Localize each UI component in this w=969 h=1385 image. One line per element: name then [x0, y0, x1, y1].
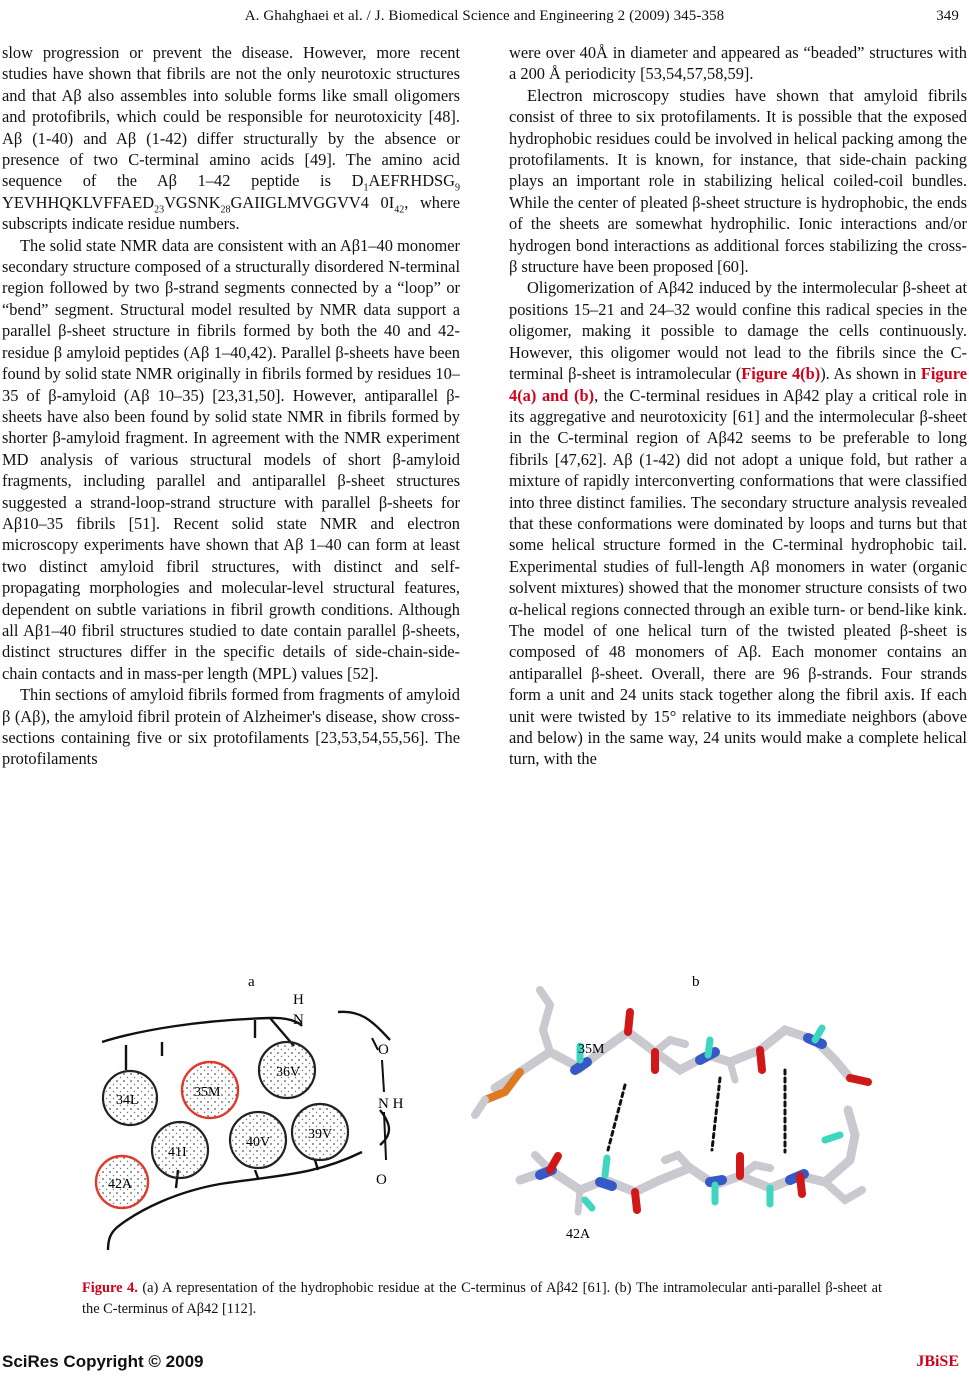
caption-label: Figure 4. [82, 1280, 138, 1296]
svg-text:42A: 42A [108, 1177, 133, 1192]
caption-text: (a) A representation of the hydrophobic residue at the C-terminus of Aβ42 [61]. (b) The intramolecular anti-parallel β-sheet at the C-terminus of Aβ42 [112]. [82, 1280, 882, 1317]
atom-n-label: N [293, 1012, 304, 1028]
residue-34L [103, 1071, 157, 1125]
svg-text:39V: 39V [308, 1127, 333, 1142]
header-text: A. Ghahghaei et al. / J. Biomedical Science and Engineering 2 (2009) 345-358 [244, 8, 725, 24]
left-column [2, 42, 460, 770]
residue-35M [182, 1062, 238, 1118]
atom-o1-label: O [378, 1042, 389, 1058]
svg-text:40V: 40V [246, 1135, 271, 1150]
svg-text:41I: 41I [168, 1145, 187, 1160]
svg-text:36V: 36V [276, 1065, 301, 1080]
page-number: 349 [936, 8, 959, 24]
figure-caption [82, 1278, 882, 1320]
residue-40V [230, 1112, 286, 1168]
svg-text:35M: 35M [194, 1085, 221, 1100]
atom-h-label: H [293, 992, 304, 1008]
left-paragraph-2: The solid state NMR data are consistent with an Aβ1–40 monomer secondary structure composed of a structurally disordered N-terminal region followed by two β-strand segments connected by a “loop” or “bend” segment. Structural model resulted by NMR data support a parallel β-sheet structure in fibrils formed by both the 40 and 42-residue β amyloid peptides (Aβ 1–40,42). Parallel β-sheets have been found by solid state NMR originally in fibrils formed by residues 10–35 of β-amyloid (Aβ 10–35) [23,31,50]. However, antiparallel β-sheets have also been found by solid state NMR in fibrils formed by shorter β-amyloid fragment. In agreement with the NMR experiment MD analysis of various structural models of short β-amyloid fragments, including parallel and antiparallel β-sheet structures suggested a strand-loop-strand structure with parallel β-sheets for Aβ10–35 fibrils [51]. Recent solid state NMR and electron microscopy experiments have shown that Aβ 1–40 can form at least two distinct amyloid fibril structures, with distinct and self-propagating morphologies and molecular-level structural features, dependent on subtle variations in fibril growth conditions. Although all Aβ1–40 fibril structures studied to date contain parallel β-sheets, distinct structures differ in the specific details of side-chain-side-chain contacts and in mass-per length (MPL) values [52]. [2, 235, 460, 683]
atom-o2-label: O [376, 1172, 387, 1188]
figure-4-svg [80, 960, 900, 1265]
left-paragraph-1: slow progression or prevent the disease. However, more recent studies have shown that fibrils are not the only neurotoxic structures and that Aβ also assembles into soluble forms like small oligomers and protofibrils, which could be responsible for neurotoxicity [48]. Aβ (1-40) and Aβ (1-42) differ structurally by the absence or presence of two C-terminal amino acids [49]. The amino acid sequence of the Aβ 1–42 peptide is $D_1AEFRHDSG_9$ $YEVHHQKLVFFAED_{23}VGSNK_{28}GAIIGLMVGGVV4$ $0I_{42}$, where subscripts indicate residue numbers. [2, 43, 460, 234]
right-paragraph-2: Electron microscopy studies have shown that amyloid fibrils consist of three to six protofilaments. It is possible that the exposed hydrophobic residues could be involved in helical packing among the protofilaments. It is known, for instance, that side-chain packing plays an important role in stabilizing helical coiled-coil bundles. While the center of pleated β-sheet structure is hydrophobic, the ends of the sheets are somewhat hydrophilic. Ionic interactions and/or hydrogen bond interactions as additional forces stabilizing the cross-β structure have been proposed [60]. [509, 85, 967, 277]
svg-text:34L: 34L [116, 1093, 139, 1108]
right-paragraph-3: Oligomerization of Aβ42 induced by the intermolecular β-sheet at positions 15–21 and 24–32 would confine this radical species in the oligomer, making it possible to damage the cells continuously. However, this oligomer would not lead to the fibrils since the C-terminal β-sheet is intramolecular (Figure 4(b)). As shown in Figure 4(a) and (b), the C-terminal residues in Aβ42 play a critical role in its aggregative and neurotoxicity [61] and the intermolecular β-sheet in the C-terminal region of Aβ42 seems to be preferable to long fibrils [47,62]. Aβ (1-42) did not adopt a unique fold, but rather a mixture of rapidly interconverting conformations that were classified into three distinct families. The secondary structure analysis revealed that these conformations were dominated by loops and turns but that some helical structure formed in the C-terminal hydrophobic tail. Experimental studies of full-length Aβ monomers in water (organic solvent mixtures) showed that the monomer structure consists of two α-helical regions connected through an exible turn- or bend-like kink. The model of one helical turn of the twisted pleated β-sheet is composed of 48 monomers of Aβ. Each monomer contains an antiparallel β-sheet. Overall, there are 96 β-strands. Four strands form a unit and 24 units stack together along the fibril axis. If each unit were twisted by 15° relative to its immediate neighbors (above and below) in the same way, 24 units would make a complete helical turn, with the [509, 278, 967, 769]
panel-b-molecule [475, 990, 868, 1212]
residue-41I [152, 1122, 208, 1178]
running-header [0, 8, 969, 25]
right-column [509, 42, 967, 770]
left-paragraph-3: Thin sections of amyloid fibrils formed from fragments of amyloid β (Aβ), the amyloid fibril protein of Alzheimer's disease, show cross-sections containing five or six protofilaments [23,53,54,55,56]. The protofilaments [2, 685, 460, 769]
figure-4b-link[interactable]: Figure 4(b) [741, 364, 821, 384]
panel-b-label: b [692, 974, 700, 990]
panel-b-35M-label: 35M [578, 1042, 605, 1057]
residue-36V [259, 1042, 315, 1098]
residue-39V [292, 1104, 348, 1160]
footer-journal: JBiSE [916, 1353, 959, 1370]
panel-a-label: a [248, 974, 255, 990]
right-paragraph-1: were over 40Å in diameter and appeared as “beaded” structures with a 200 Å periodicity [53,54,57,58,59]. [509, 43, 967, 84]
atom-nh-label: N H [378, 1096, 404, 1112]
footer-copyright: SciRes Copyright © 2009 [2, 1352, 204, 1371]
residue-42A [96, 1156, 148, 1208]
figure-4ab-link[interactable]: Figure 4(a) and (b) [509, 364, 967, 405]
figure-4 [80, 960, 900, 1265]
panel-b-42A-label: 42A [566, 1227, 591, 1242]
